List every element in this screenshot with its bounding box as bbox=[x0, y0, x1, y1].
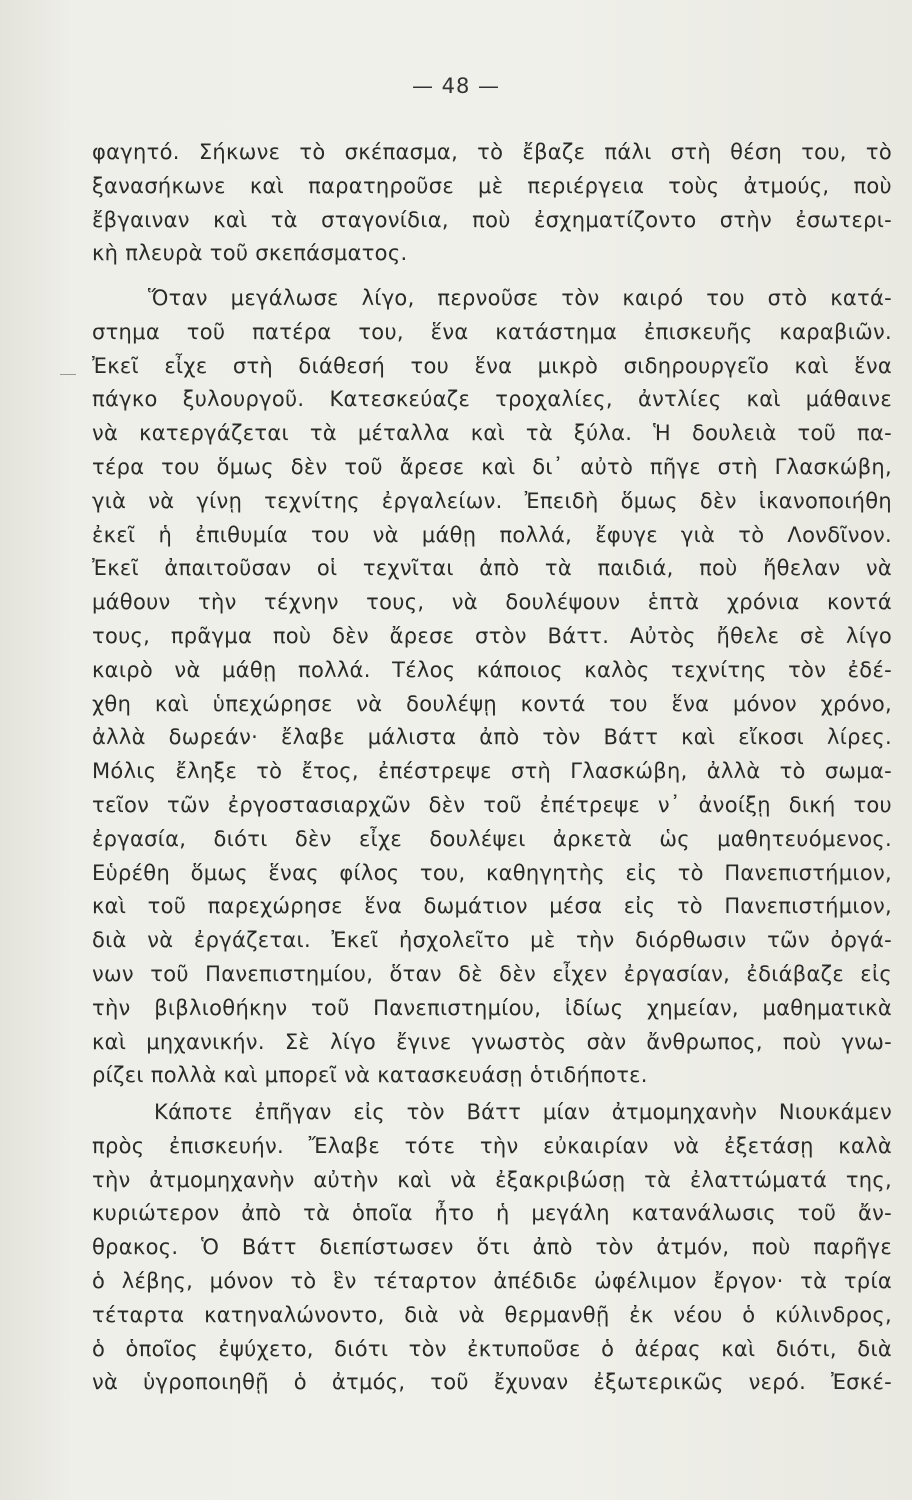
text-line: τέταρτα κατηναλώνοντο, διὰ νὰ θερμανθῇ ἐκ νέου ὁ κύλινδρος, bbox=[92, 1302, 892, 1327]
text-line: νὰ ὑγροποιηθῇ ὁ ἀτμός, τοῦ ἔχυναν ἐξωτερικῶς νερό. Ἐσκέ- bbox=[92, 1370, 892, 1395]
text-line: ἔβγαιναν καὶ τὰ σταγονίδια, ποὺ ἐσχηματίζοντο στὴν ἐσωτερι- bbox=[92, 207, 892, 232]
text-line: νὰ κατεργάζεται τὰ μέταλλα καὶ τὰ ξύλα. Ἡ δουλειὰ τοῦ πα- bbox=[92, 421, 892, 446]
text-line: κὴ πλευρὰ τοῦ σκεπάσματος. bbox=[92, 241, 408, 266]
text-line: Κάποτε ἐπῆγαν εἰς τὸν Βάττ μίαν ἀτμομηχανὴν Νιουκάμεν bbox=[154, 1100, 892, 1124]
text-line: τέρα του ὅμως δὲν τοῦ ἄρεσε καὶ δι᾽ αὐτὸ πῆγε στὴ Γλασκώβη, bbox=[92, 454, 892, 479]
text-line: ἐκεῖ ἡ ἐπιθυμία του νὰ μάθῃ πολλά, ἔφυγε γιὰ τὸ Λονδῖνον. bbox=[92, 522, 892, 547]
text-line: Εὑρέθη ὅμως ἕνας φίλος του, καθηγητὴς εἰς τὸ Πανεπιστήμιον, bbox=[92, 860, 892, 885]
text-line: Μόλις ἔληξε τὸ ἔτος, ἐπέστρεψε στὴ Γλασκώβη, ἀλλὰ τὸ σωμα- bbox=[92, 759, 892, 784]
text-line: ὁ λέβης, μόνον τὸ ἓν τέταρτον ἀπέδιδε ὠφέλιμον ἔργον· τὰ τρία bbox=[92, 1268, 892, 1293]
text-line: τὴν βιβλιοθήκην τοῦ Πανεπιστημίου, ἰδίως χημείαν, μαθηματικὰ bbox=[92, 995, 892, 1020]
text-line: ὁ ὁποῖος ἐψύχετο, διότι τὸν ἐκτυποῦσε ὁ ἀέρας καὶ διότι, διὰ bbox=[92, 1336, 892, 1361]
text-line: ρίζει πολλὰ καὶ μπορεῖ νὰ κατασκευάσῃ ὁτιδήποτε. bbox=[92, 1063, 648, 1088]
text-line: μάθουν τὴν τέχνην τους, νὰ δουλέψουν ἑπτὰ χρόνια κοντά bbox=[92, 590, 892, 615]
text-line: τὴν ἀτμομηχανὴν αὐτὴν καὶ νὰ ἐξακριβώσῃ τὰ ἐλαττώματά της, bbox=[92, 1167, 892, 1192]
text-line: Ἐκεῖ εἶχε στὴ διάθεσή του ἕνα μικρὸ σιδηρουργεῖο καὶ ἕνα bbox=[92, 353, 892, 378]
text-line: φαγητό. Σήκωνε τὸ σκέπασμα, τὸ ἔβαζε πάλι στὴ θέση του, τὸ bbox=[92, 140, 892, 164]
paragraph-3 bbox=[92, 1096, 892, 1400]
paragraph-2 bbox=[92, 282, 892, 1093]
text-line: στημα τοῦ πατέρα του, ἕνα κατάστημα ἐπισκευῆς καραβιῶν. bbox=[92, 319, 892, 344]
text-line: Ὅταν μεγάλωσε λίγο, περνοῦσε τὸν καιρό του στὸ κατά- bbox=[148, 286, 892, 310]
margin-mark bbox=[60, 374, 76, 375]
text-line: ξανασήκωνε καὶ παρατηροῦσε μὲ περιέργεια τοὺς ἀτμούς, ποὺ bbox=[92, 173, 892, 198]
text-line: πρὸς ἐπισκευήν. Ἔλαβε τότε τὴν εὐκαιρίαν νὰ ἐξετάσῃ καλὰ bbox=[92, 1133, 892, 1158]
paragraph-1 bbox=[92, 136, 892, 271]
text-line: πάγκο ξυλουργοῦ. Κατεσκεύαζε τροχαλίες, ἀντλίες καὶ μάθαινε bbox=[92, 387, 892, 412]
text-line: θρακος. Ὁ Βάττ διεπίστωσεν ὅτι ἀπὸ τὸν ἀτμόν, ποὺ παρῆγε bbox=[92, 1235, 892, 1260]
text-line: ἀλλὰ δωρεάν· ἔλαβε μάλιστα ἀπὸ τὸν Βάττ καὶ εἴκοσι λίρες. bbox=[92, 725, 892, 750]
page-number: — 48 — bbox=[411, 74, 501, 98]
text-line: τεῖον τῶν ἐργοστασιαρχῶν δὲν τοῦ ἐπέτρεψε ν᾽ ἀνοίξῃ δική του bbox=[92, 792, 892, 817]
text-line: καὶ τοῦ παρεχώρησε ἕνα δωμάτιον μέσα εἰς τὸ Πανεπιστήμιον, bbox=[92, 894, 892, 919]
text-line: τους, πρᾶγμα ποὺ δὲν ἄρεσε στὸν Βάττ. Αὐτὸς ἤθελε σὲ λίγο bbox=[92, 623, 892, 648]
text-line: κυριώτερον ἀπὸ τὰ ὁποῖα ἦτο ἡ μεγάλη κατανάλωσις τοῦ ἄν- bbox=[92, 1201, 892, 1226]
text-line: καιρὸ νὰ μάθῃ πολλά. Τέλος κάποιος καλὸς τεχνίτης τὸν ἐδέ- bbox=[92, 657, 892, 682]
text-line: χθη καὶ ὑπεχώρησε νὰ δουλέψῃ κοντά του ἕνα μόνον χρόνο, bbox=[92, 691, 892, 716]
text-line: γιὰ νὰ γίνῃ τεχνίτης ἐργαλείων. Ἐπειδὴ ὅμως δὲν ἱκανοποιήθη bbox=[92, 488, 892, 513]
text-line: ἐργασία, διότι δὲν εἶχε δουλέψει ἀρκετὰ ὡς μαθητευόμενος. bbox=[92, 826, 892, 851]
text-line: Ἐκεῖ ἀπαιτοῦσαν οἱ τεχνῖται ἀπὸ τὰ παιδιά, ποὺ ἤθελαν νὰ bbox=[92, 556, 892, 581]
text-line: διὰ νὰ ἐργάζεται. Ἐκεῖ ἠσχολεῖτο μὲ τὴν διόρθωσιν τῶν ὀργά- bbox=[92, 928, 892, 953]
text-line: καὶ μηχανικήν. Σὲ λίγο ἔγινε γνωστὸς σὰν ἄνθρωπος, ποὺ γνω- bbox=[92, 1029, 892, 1054]
text-line: νων τοῦ Πανεπιστημίου, ὅταν δὲ δὲν εἶχεν ἐργασίαν, ἐδιάβαζε εἰς bbox=[92, 961, 892, 986]
